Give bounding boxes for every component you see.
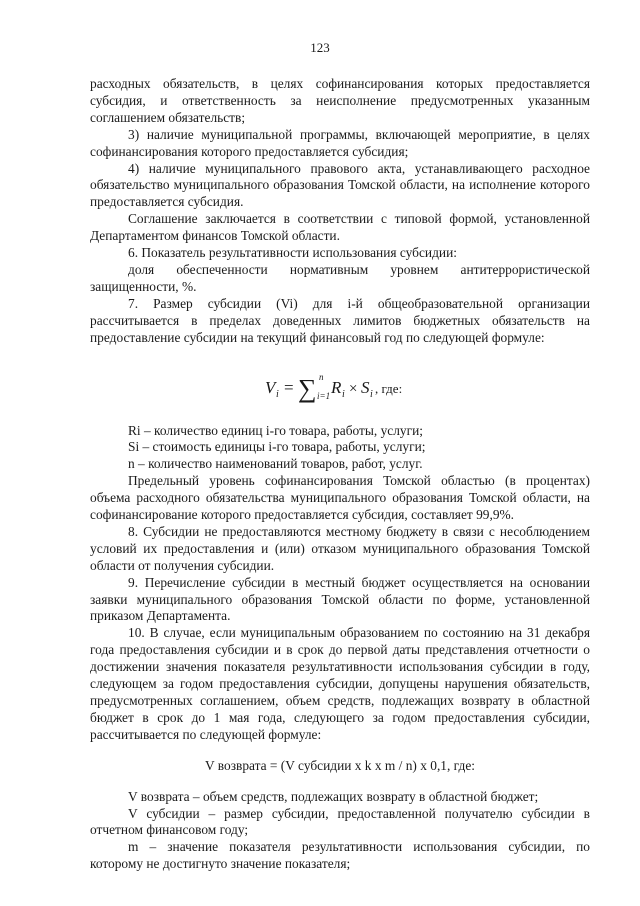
- paragraph: расходных обязательств, в целях софинансирования которых предоставляется субсидия, и ответственность за неисполнение предусмотренных указанным соглашением обязательств;: [90, 76, 590, 125]
- paragraph: V возврата – объем средств, подлежащих возврату в областной бюджет;: [128, 788, 539, 804]
- page-body: [90, 76, 590, 873]
- paragraph: Ri – количество единиц i-го товара, работы, услуги;: [128, 422, 423, 438]
- formula-lhs: V: [265, 377, 276, 397]
- paragraph: Соглашение заключается в соответствии с типовой формой, установленной Департаментом финансов Томской области.: [90, 211, 590, 244]
- size-formula-svg: [265, 365, 415, 407]
- paragraphs-middle: [90, 423, 590, 744]
- formula-sum-top: n: [319, 371, 324, 382]
- paragraph: Si – стоимость единицы i-го товара, работы, услуги;: [128, 439, 426, 455]
- formula-eq: =: [284, 377, 294, 397]
- paragraph: V субсидии – размер субсидии, предоставленной получателю субсидии в отчетном финансовом году;: [90, 805, 590, 838]
- formula-sum: ∑: [298, 373, 317, 403]
- formula-sum-bottom: i=1: [317, 390, 331, 401]
- formula-r-sub: i: [342, 388, 345, 400]
- paragraph: 9. Перечисление субсидии в местный бюджет осуществляется на основании заявки муниципального образования Томской области по форме, установленной приказом Департамента.: [90, 574, 590, 624]
- paragraph: 3) наличие муниципальной программы, включающей мероприятие, в целях софинансирования которого предоставляется субсидия;: [90, 126, 590, 159]
- formula-tail: , где:: [375, 380, 403, 396]
- formula-lhs-sub: i: [276, 388, 279, 400]
- paragraph: 6. Показатель результативности использования субсидии:: [128, 245, 457, 261]
- paragraph: 4) наличие муниципального правового акта, устанавливающего расходное обязательство муниципального образования Томской области, на исполнение которого предоставляется субсидия.: [90, 160, 590, 210]
- paragraphs-bottom: [90, 789, 590, 874]
- paragraph: 8. Субсидии не предоставляются местному бюджету в связи с несоблюдением условий их предоставления и (или) отказом муниципального образования Томской области от получения субсидии.: [90, 523, 590, 573]
- formula-r: R: [331, 377, 342, 397]
- formula-s: S: [361, 377, 370, 397]
- paragraph: 7. Размер субсидии (Vi) для i-й общеобразовательной организации рассчитывается в пределах доведенных лимитов бюджетных обязательств на предоставление субсидии на текущий финансовый год по следующей формуле:: [90, 295, 590, 345]
- paragraph: 10. В случае, если муниципальным образованием по состоянию на 31 декабря года предоставления субсидии и в срок до первой даты представления отчетности о достижении значения показателя результативности использования субсидии в году, следующем за годом предоставления субсидии, допущены нарушения обязательств, предусмотренных соглашением, объем средств, подлежащих возврату в областной бюджет в срок до 1 мая года, следующего за годом предоставления субсидии, рассчитывается по следующей формуле:: [90, 625, 590, 742]
- formula-s-sub: i: [370, 388, 373, 400]
- paragraph: m – значение показателя результативности использования субсидии, по которому не достигнуто значение показателя;: [90, 839, 590, 872]
- size-formula: [90, 365, 590, 407]
- return-formula: V возврата = (V субсидии x k x m / n) x 0,1, где:: [205, 757, 475, 773]
- paragraphs-top: [90, 76, 590, 347]
- formula-times: ×: [349, 380, 358, 397]
- paragraph: n – количество наименований товаров, работ, услуг.: [128, 456, 423, 472]
- paragraph: доля обеспеченности нормативным уровнем антитеррористической защищенности, %.: [90, 261, 590, 294]
- paragraph: Предельный уровень софинансирования Томской областью (в процентах) объема расходного обязательства муниципального образования Томской области, на софинансирование которого предоставляется субсидия, составляет 99,9%.: [90, 473, 590, 523]
- page-number: 123: [310, 40, 330, 55]
